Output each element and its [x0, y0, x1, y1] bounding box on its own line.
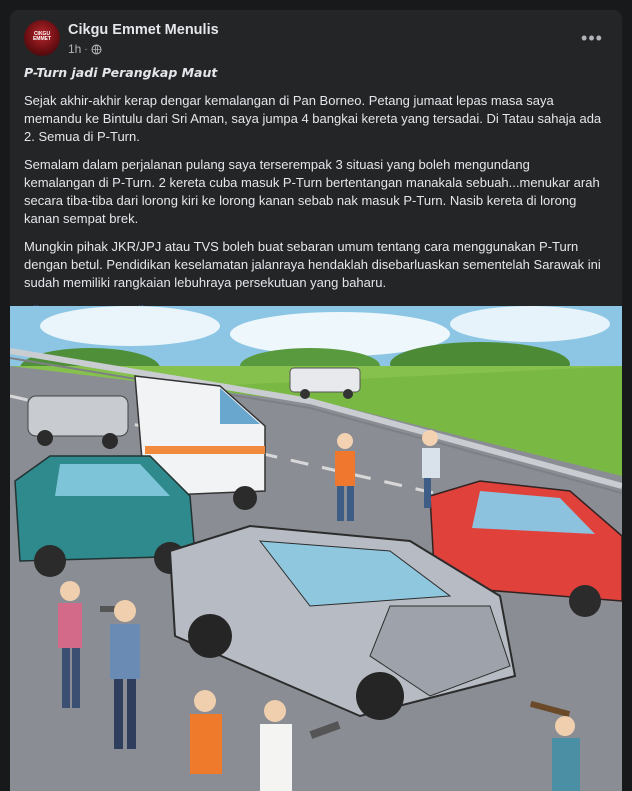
- post-time[interactable]: 1h: [68, 42, 82, 56]
- post-image[interactable]: [10, 306, 622, 791]
- author-name[interactable]: Cikgu Emmet Menulis: [68, 22, 219, 38]
- post-meta: [68, 42, 102, 56]
- avatar-logo: CIKGU EMMET: [32, 31, 52, 42]
- post-card: [10, 10, 622, 791]
- more-options-icon[interactable]: •••: [581, 27, 603, 48]
- globe-icon: [91, 44, 102, 55]
- post-paragraph-2: Semalam dalam perjalanan pulang saya terserempak 3 situasi yang boleh mengundang kemalangan di P-Turn. 2 kereta cuba masuk P-Turn bertentangan manakala sebuah...menukar arah secara tiba-tiba dari lorong kiri ke lorong kanan sebab nak masuk P-Turn. Nasib kereta di lorong kanan sempat brek.: [24, 157, 600, 226]
- post-paragraph-3: Mungkin pihak JKR/JPJ atau TVS boleh buat sebaran umum tentang cara menggunakan P-Turn dengan betul. Pendidikan keselamatan jalanraya hendaklah disebarluaskan sementelah Sarawak ini sudah memiliki rangkaian lebuhraya persekutuan yang baharu.: [24, 239, 601, 290]
- post-header: [24, 20, 612, 60]
- author-avatar[interactable]: [24, 20, 60, 56]
- meta-separator: ·: [84, 43, 88, 55]
- post-paragraph-1: Sejak akhir-akhir kerap dengar kemalangan di Pan Borneo. Petang jumaat lepas masa saya memandu ke Bintulu dari Sri Aman, saya jumpa 4 bangkai kereta yang tersadai. Di Tatau sahaja ada 2. Semua di P-Turn.: [24, 93, 602, 144]
- accident-illustration: [10, 306, 622, 791]
- post-title: P-Turn jadi Perangkap Maut: [24, 65, 218, 80]
